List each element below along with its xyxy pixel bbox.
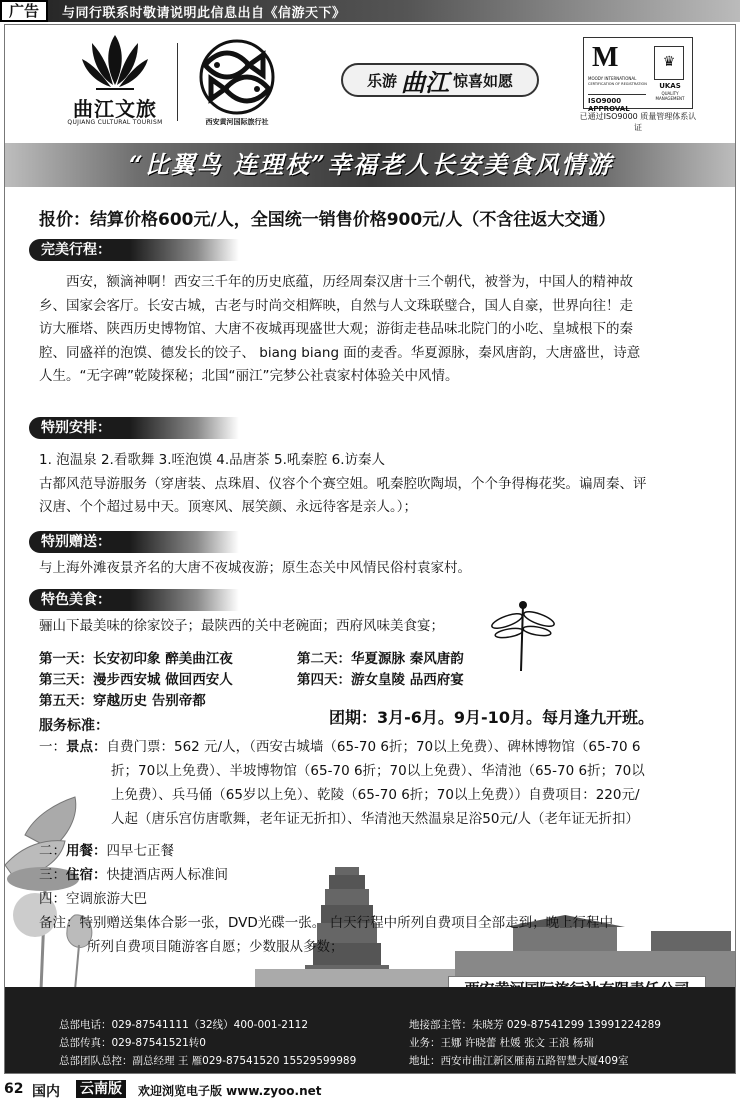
cert-caption: 已通过ISO9000 质量管理体系认证: [579, 112, 697, 132]
ad-tag: 广告: [0, 0, 48, 22]
service-one-prefix: 一：: [39, 739, 66, 755]
cert-line-2: CERTIFICATION OF REGISTRATION: [588, 82, 647, 86]
logo-divider: [177, 43, 178, 121]
itinerary-line: 人生。“无字碑”乾陵探秘；北国“丽江”完梦公社袁家村体验关中风情。: [39, 368, 459, 384]
service-three-text: 快捷酒店两人标准间: [106, 867, 228, 883]
itinerary-line: 乡、国家会客厅。长安古城，古老与时尚交相辉映，自然与人文珠联璧合，国人自豪，世界向往！走: [39, 297, 633, 314]
service-two-text: 四早七正餐: [106, 843, 174, 859]
service-item-hotel: [39, 864, 228, 887]
service-sights-line: 上免费）、兵马俑（65岁以上免）、乾陵（65-70 6折；70以上免费））自费项目：220元/: [111, 787, 640, 803]
tour-period: 团期：3月-6月。9月-10月。每月逢九开班。: [329, 708, 654, 727]
source-notice: 与同行联系时敬请说明此信息出自《信游天下》: [62, 6, 346, 21]
qujiang-logo-name: 曲江文旅: [73, 97, 157, 121]
service-note-line: 所列自费项目随游客自愿；少数服从多数；: [87, 939, 344, 955]
contact-address: 地址：西安市曲江新区雁南五路智慧大厦409室: [409, 1055, 629, 1067]
cert-ukas-sub: QUALITY MANAGEMENT: [655, 91, 685, 101]
iso-certificate: [583, 37, 693, 113]
price-line: 报价：结算价格600元/人，全国统一销售价格900元/人（不含往返大交通）: [39, 210, 616, 230]
section-gift: [29, 531, 239, 553]
special-text: [39, 449, 711, 520]
cert-ukas: UKAS: [659, 82, 681, 90]
cert-iso: ISO9000 APPROVAL: [588, 94, 646, 113]
top-banner: [0, 0, 740, 22]
day-2: 第二天：华夏源脉 秦风唐韵: [297, 651, 464, 667]
ad-card: [4, 24, 736, 1074]
footer-region: 国内: [32, 1084, 60, 1100]
section-special: [29, 417, 239, 439]
service-four-prefix: 四：: [39, 891, 66, 907]
footer-site-link[interactable]: 欢迎浏览电子版 www.zyoo.net: [138, 1084, 322, 1098]
day-5: 第五天：穿越历史 告别帝都: [39, 693, 206, 709]
qujiang-logo-en: QUJIANG CULTURAL TOURISM: [67, 119, 163, 126]
moody-mark-icon: M: [592, 42, 616, 73]
crown-icon: ♛: [654, 46, 684, 80]
day-3: 第三天：漫步西安城 做回西安人: [39, 672, 233, 688]
service-three-label: 住宿：: [66, 867, 107, 883]
slogan-part-1: 乐游: [366, 71, 397, 90]
special-line: 古都风范导游服务（穿唐装、点珠眉、仪容个个赛空姐。吼秦腔吹陶埙，个个争得梅花奖。谝周秦、评: [39, 475, 647, 492]
special-line: 汉唐、个个超过易中天。顶寒风、展笑颜、永远待客是亲人。）；: [39, 499, 417, 515]
page-footer: [0, 1078, 740, 1100]
contact-staff: 业务：王娜 许晓蕾 杜媛 张文 王浪 杨瑞: [409, 1037, 594, 1049]
contact-ground-manager: 地接部主管：朱晓芳 029-87541299 13991224289: [409, 1019, 661, 1031]
gift-text: 与上海外滩夜景齐名的大唐不夜城夜游；原生态关中风情民俗村袁家村。: [39, 560, 471, 576]
section-food: [29, 589, 239, 611]
day-4: 第四天：游女皇陵 品西府宴: [297, 672, 464, 688]
itinerary-line: 西安，额滴神啊！西安三千年的历史底蕴，历经周秦汉唐十三个朝代，被誉为，中国人的精神故: [66, 274, 633, 290]
itinerary-line: 访大雁塔、陕西历史博物馆、大唐不夜城再现盛世大观；游街走巷品味北院门的小吃、皇城根下的秦: [39, 321, 633, 337]
section-food-label: 特色美食：: [41, 592, 111, 608]
service-note-line: 备注：特别赠送集体合影一张，DVD光碟一张。 白天行程中所列自费项目全部走到；晚上行程中: [39, 915, 614, 931]
dragonfly-icon: [491, 597, 555, 675]
slogan-badge: [341, 63, 539, 97]
contact-hq-control: 总部团队总控：副总经理 王 雁029-87541520 15529599989: [59, 1055, 357, 1067]
service-four-text: 空调旅游大巴: [66, 891, 147, 907]
huanghe-logo: [189, 39, 285, 127]
huanghe-logo-name: 西安黄河国际旅行社: [205, 118, 269, 126]
service-sights-line: 人起（唐乐宫仿唐歌舞，老年证无折扣）、华清池天然温泉足浴50元/人（老年证无折扣）: [111, 811, 639, 827]
special-line: 1. 泡温泉 2.看歌舞 3.咥泡馍 4.品唐茶 5.吼秦腔 6.访秦人: [39, 452, 386, 468]
itinerary-line: 腔、同盛祥的泡馍、德发长的饺子、 biang biang 面的麦香。华夏源脉，秦风唐韵，大唐盛世，诗意: [39, 344, 641, 361]
lotus-icon: [82, 33, 148, 91]
service-title: 服务标准：: [39, 718, 109, 734]
cert-line-1: MOODY INTERNATIONAL: [588, 76, 637, 81]
title-band: [5, 143, 736, 187]
service-three-prefix: 三：: [39, 867, 66, 883]
itinerary-text: [39, 271, 711, 389]
food-text: 骊山下最美味的徐家饺子；最陕西的关中老碗面；西府风味美食宴；: [39, 618, 444, 634]
contact-hq-fax: 总部传真：029-87541521转0: [59, 1037, 206, 1049]
contact-bar: [5, 987, 736, 1074]
page-number: 62: [4, 1081, 24, 1097]
service-item-bus: [39, 888, 147, 911]
section-itinerary-label: 完美行程：: [41, 242, 111, 258]
contact-hq-phone: 总部电话：029-87541111（32线）400-001-2112: [59, 1019, 309, 1031]
service-item-sights: [39, 736, 641, 759]
fish-icon: [189, 39, 285, 115]
service-one-label: 景点：: [66, 739, 107, 755]
section-special-label: 特别安排：: [41, 420, 111, 436]
service-two-prefix: 二：: [39, 843, 66, 859]
slogan-part-3: 惊喜如愿: [453, 71, 514, 90]
service-sights-line: 自费门票：562 元/人，（西安古城墙（65-70 6折；70以上免费）、碑林博物馆（65-70 6: [106, 739, 641, 755]
footer-edition: 云南版: [76, 1080, 126, 1098]
qujiang-logo: [60, 33, 170, 129]
service-sights-line: 折；70以上免费）、半坡博物馆（65-70 6折；70以上免费）、华清池（65-70 6折；70以: [111, 763, 645, 779]
day-1: 第一天：长安初印象 醉美曲江夜: [39, 651, 233, 667]
slogan-part-2: 曲江: [401, 67, 449, 97]
section-itinerary: [29, 239, 239, 261]
section-gift-label: 特别赠送：: [41, 534, 111, 550]
tour-title: “比翼鸟 连理枝”幸福老人长安美食风情游: [129, 150, 613, 179]
service-two-label: 用餐：: [66, 843, 107, 859]
service-item-meals: [39, 840, 174, 863]
